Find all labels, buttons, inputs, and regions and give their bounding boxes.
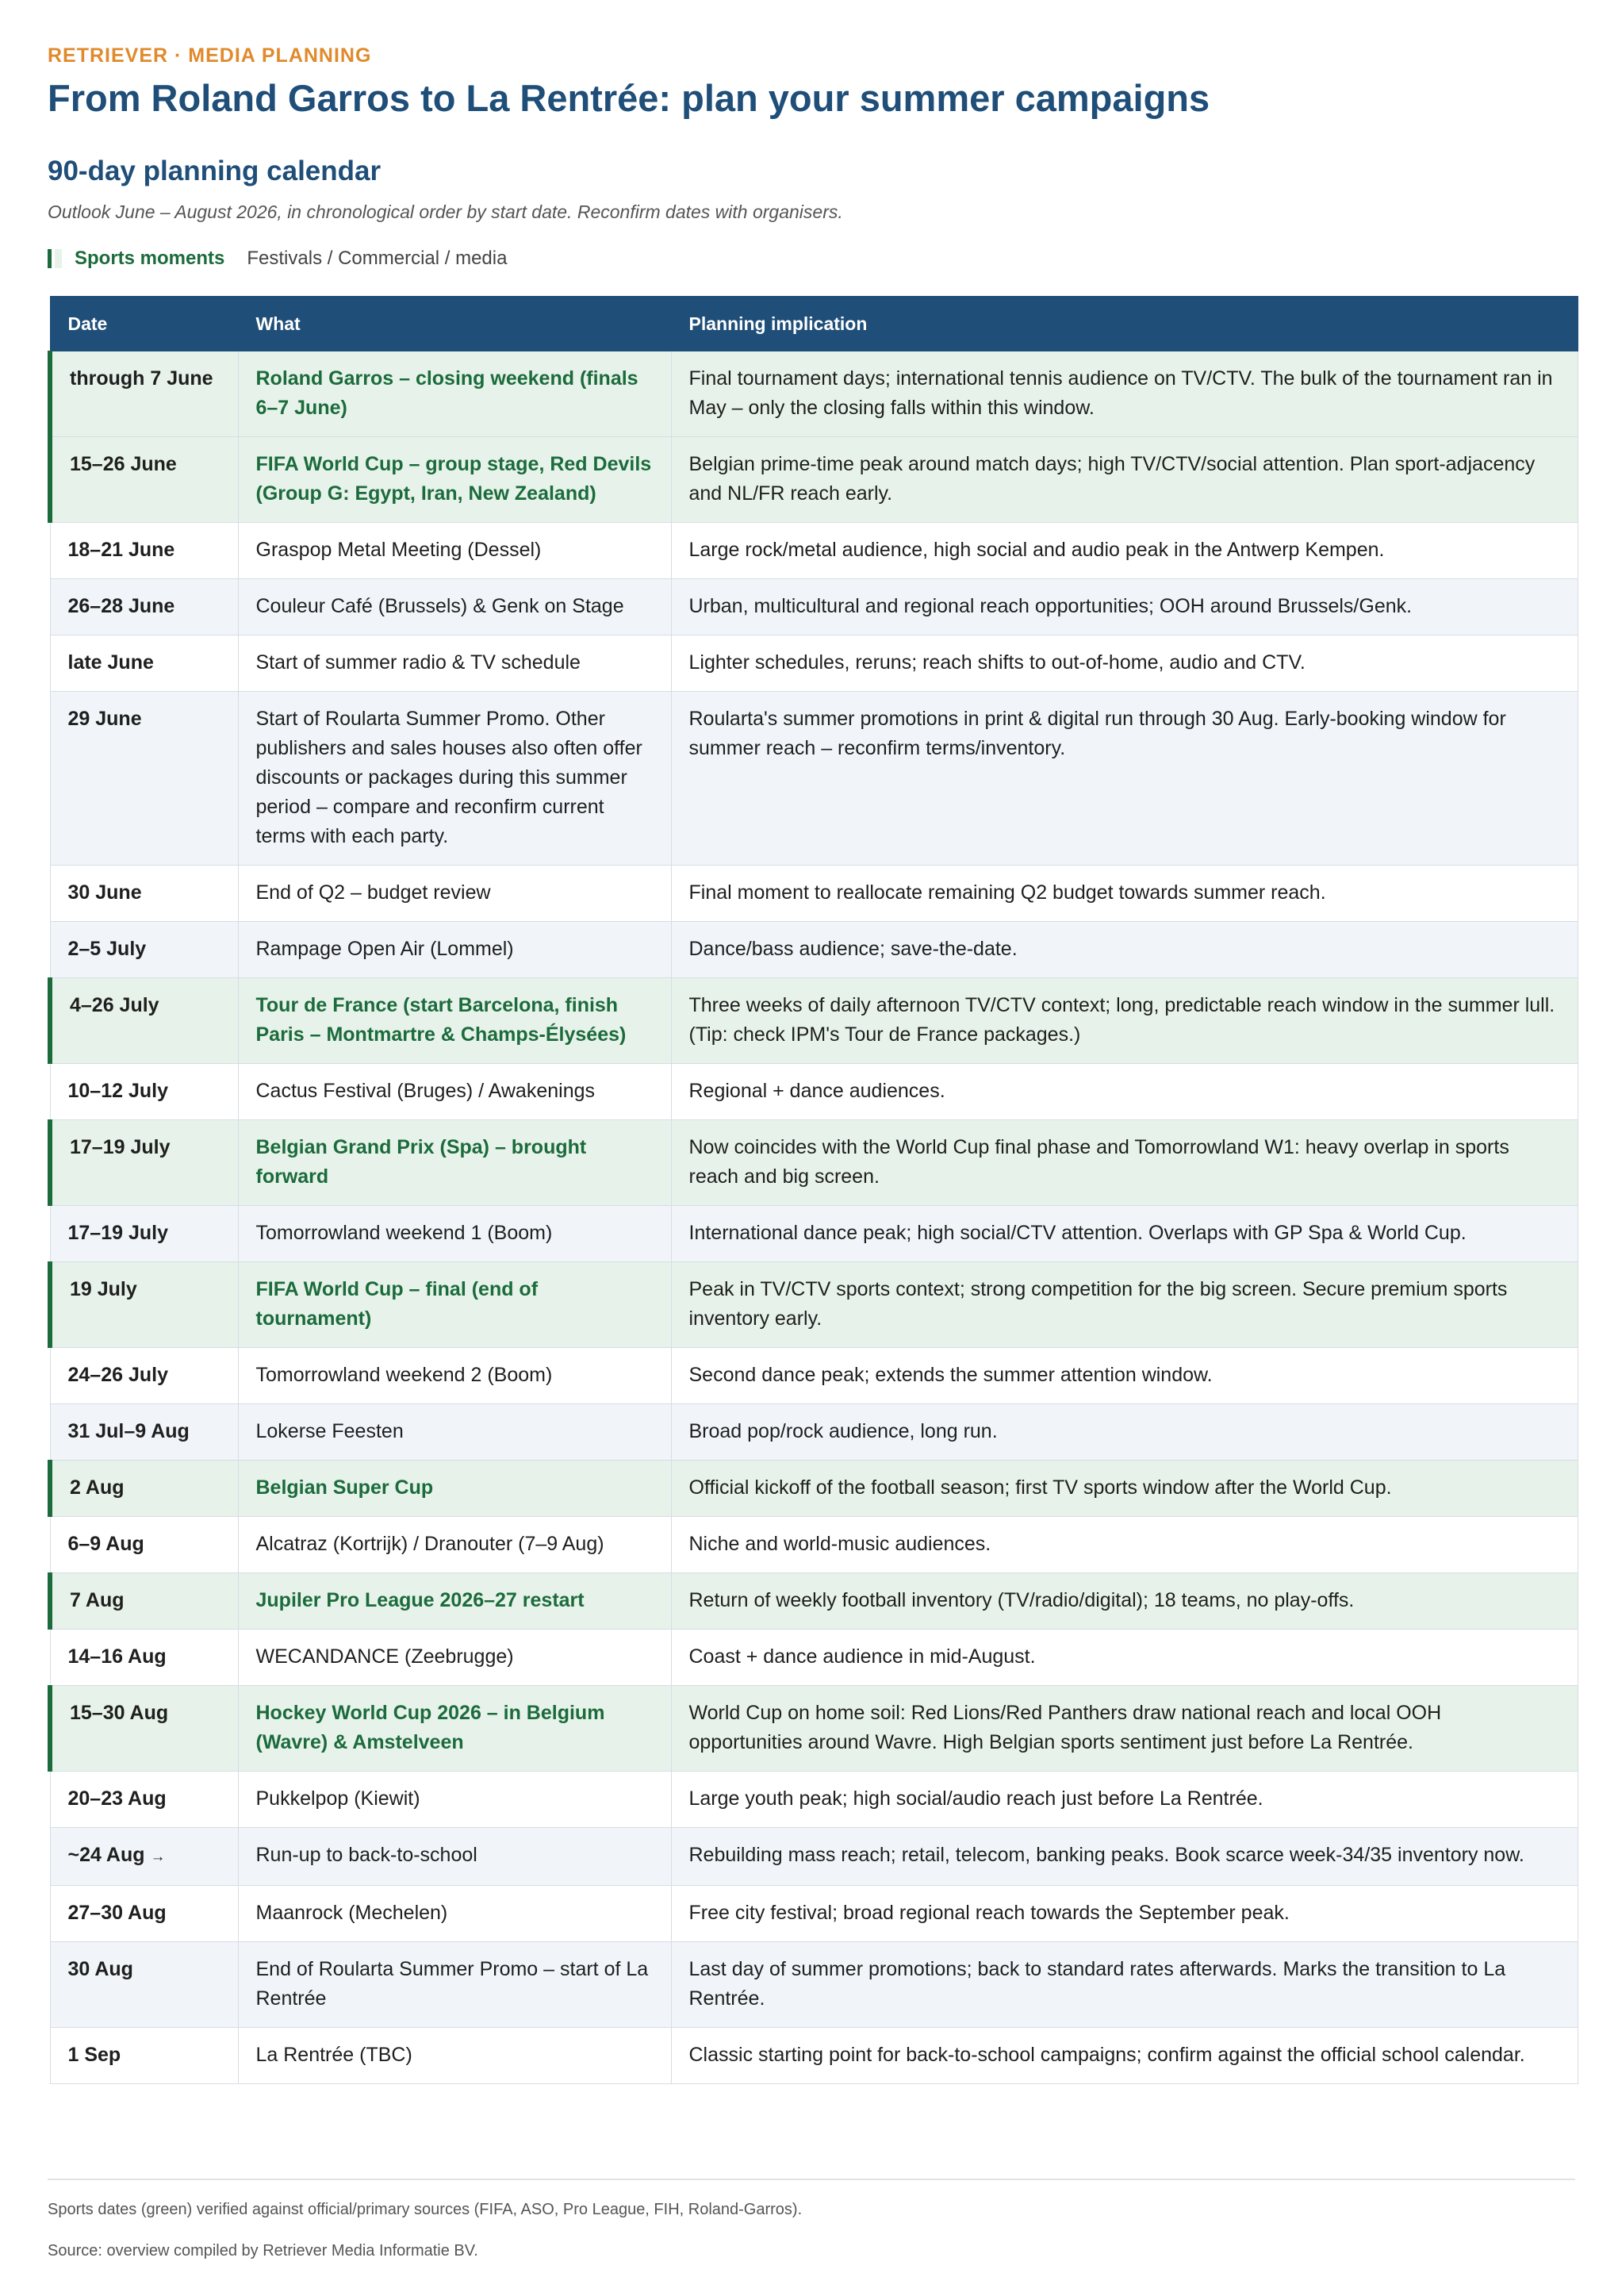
section-title: 90-day planning calendar xyxy=(48,155,381,186)
cell-date xyxy=(50,1404,238,1461)
cell-implication: Large rock/metal audience, high social and audio peak in the Antwerp Kempen. xyxy=(671,523,1578,579)
cell-date xyxy=(50,1573,238,1630)
cell-date xyxy=(50,351,238,437)
date-text: 2 Aug xyxy=(70,1476,125,1499)
cell-implication: Coast + dance audience in mid-August. xyxy=(671,1630,1578,1686)
table-row xyxy=(50,635,1578,692)
table-row-sport xyxy=(50,1461,1578,1517)
cell-what: Maanrock (Mechelen) xyxy=(238,1886,671,1942)
cell-implication: Final tournament days; international tennis audience on TV/CTV. The bulk of the tournament ran in May – only the closing falls within this window. xyxy=(671,351,1578,437)
table-row xyxy=(50,1348,1578,1404)
cell-what: Belgian Grand Prix (Spa) – brought forward xyxy=(238,1120,671,1206)
date-text: late June xyxy=(67,651,154,674)
cell-implication: Peak in TV/CTV sports context; strong competition for the big screen. Secure premium sports inventory early. xyxy=(671,1262,1578,1348)
table-row xyxy=(50,1404,1578,1461)
page-title: From Roland Garros to La Rentrée: plan your summer campaigns xyxy=(48,77,1210,119)
date-text: 7 Aug xyxy=(70,1589,125,1611)
table-row-sport xyxy=(50,978,1578,1064)
cell-implication: Return of weekly football inventory (TV/radio/digital); 18 teams, no play-offs. xyxy=(671,1573,1578,1630)
cell-what: Roland Garros – closing weekend (finals 6–7 June) xyxy=(238,351,671,437)
cell-implication: Belgian prime-time peak around match days; high TV/CTV/social attention. Plan sport-adjacency and NL/FR reach early. xyxy=(671,437,1578,523)
cell-date xyxy=(50,437,238,523)
cell-implication: Roularta's summer promotions in print & digital run through 30 Aug. Early-booking window for summer reach – reconfirm terms/inventory. xyxy=(671,692,1578,866)
cell-what: Jupiler Pro League 2026–27 restart xyxy=(238,1573,671,1630)
cell-date xyxy=(50,922,238,978)
cell-what: Belgian Super Cup xyxy=(238,1461,671,1517)
cell-implication: Dance/bass audience; save-the-date. xyxy=(671,922,1578,978)
cell-implication: Last day of summer promotions; back to standard rates afterwards. Marks the transition to La Rentrée. xyxy=(671,1942,1578,2028)
cell-implication: International dance peak; high social/CTV attention. Overlaps with GP Spa & World Cup. xyxy=(671,1206,1578,1262)
date-text: 14–16 Aug xyxy=(67,1645,167,1668)
cell-date xyxy=(50,1348,238,1404)
date-text: 20–23 Aug xyxy=(67,1787,167,1810)
date-text: 26–28 June xyxy=(67,595,175,617)
date-text: 19 July xyxy=(70,1278,137,1300)
cell-what: Lokerse Feesten xyxy=(238,1404,671,1461)
cell-what: Couleur Café (Brussels) & Genk on Stage xyxy=(238,579,671,635)
legend-sports-swatch xyxy=(48,249,52,268)
table-row-sport xyxy=(50,1262,1578,1348)
cell-implication: Final moment to reallocate remaining Q2 budget towards summer reach. xyxy=(671,866,1578,922)
cell-what: Alcatraz (Kortrijk) / Dranouter (7–9 Aug) xyxy=(238,1517,671,1573)
cell-what: Graspop Metal Meeting (Dessel) xyxy=(238,523,671,579)
column-header-date: Date xyxy=(50,297,238,351)
cell-date xyxy=(50,1686,238,1772)
cell-date xyxy=(50,1942,238,2028)
table-row xyxy=(50,1064,1578,1120)
cell-date xyxy=(50,2028,238,2084)
cell-what: FIFA World Cup – final (end of tournament) xyxy=(238,1262,671,1348)
cell-implication: Broad pop/rock audience, long run. xyxy=(671,1404,1578,1461)
cell-implication: Classic starting point for back-to-school campaigns; confirm against the official school calendar. xyxy=(671,2028,1578,2084)
cell-date xyxy=(50,1772,238,1828)
table-row xyxy=(50,692,1578,866)
date-text: through 7 June xyxy=(70,367,213,390)
eyebrow-label: RETRIEVER · MEDIA PLANNING xyxy=(48,44,372,67)
cell-date xyxy=(50,523,238,579)
date-text: 31 Jul–9 Aug xyxy=(67,1420,190,1442)
cell-what: Start of summer radio & TV schedule xyxy=(238,635,671,692)
date-text: 17–19 July xyxy=(70,1136,171,1158)
cell-implication: Free city festival; broad regional reach towards the September peak. xyxy=(671,1886,1578,1942)
date-text: 6–9 Aug xyxy=(67,1533,144,1555)
cell-what: Rampage Open Air (Lommel) xyxy=(238,922,671,978)
cell-implication: Large youth peak; high social/audio reach just before La Rentrée. xyxy=(671,1772,1578,1828)
date-text: 24–26 July xyxy=(67,1364,168,1386)
column-header-implication: Planning implication xyxy=(671,297,1578,351)
table-row xyxy=(50,1828,1578,1886)
cell-what: Cactus Festival (Bruges) / Awakenings xyxy=(238,1064,671,1120)
date-text: 15–26 June xyxy=(70,453,177,475)
cell-date xyxy=(50,1120,238,1206)
cell-date xyxy=(50,1886,238,1942)
cell-date xyxy=(50,1262,238,1348)
cell-date xyxy=(50,579,238,635)
footer-note: Sports dates (green) verified against official/primary sources (FIFA, ASO, Pro League, FIH, Roland-Garros). xyxy=(48,2201,803,2218)
legend xyxy=(48,247,507,271)
intro-text: Outlook June – August 2026, in chronological order by start date. Reconfirm dates with organisers. xyxy=(48,202,843,222)
cell-what: La Rentrée (TBC) xyxy=(238,2028,671,2084)
planning-calendar-table xyxy=(48,296,1578,2084)
cell-what: Tomorrowland weekend 2 (Boom) xyxy=(238,1348,671,1404)
cell-implication: Second dance peak; extends the summer attention window. xyxy=(671,1348,1578,1404)
date-text: 18–21 June xyxy=(67,539,175,561)
date-text: 30 June xyxy=(67,881,142,904)
table-row xyxy=(50,523,1578,579)
table-row-sport xyxy=(50,1573,1578,1630)
table-row xyxy=(50,2028,1578,2084)
cell-date xyxy=(50,692,238,866)
cell-what: Hockey World Cup 2026 – in Belgium (Wavre) & Amstelveen xyxy=(238,1686,671,1772)
date-text: 10–12 July xyxy=(67,1080,168,1102)
cell-implication: Three weeks of daily afternoon TV/CTV context; long, predictable reach window in the summer lull. (Tip: check IPM's Tour de France packages.) xyxy=(671,978,1578,1064)
cell-what: FIFA World Cup – group stage, Red Devils (Group G: Egypt, Iran, New Zealand) xyxy=(238,437,671,523)
table-row xyxy=(50,1772,1578,1828)
cell-implication: Regional + dance audiences. xyxy=(671,1064,1578,1120)
date-text: 1 Sep xyxy=(67,2044,121,2066)
cell-implication: Rebuilding mass reach; retail, telecom, banking peaks. Book scarce week-34/35 inventory now. xyxy=(671,1828,1578,1886)
date-text: 2–5 July xyxy=(67,938,147,960)
table-row xyxy=(50,1517,1578,1573)
cell-date xyxy=(50,1828,238,1886)
column-header-what: What xyxy=(238,297,671,351)
legend-sports-swatch-fill xyxy=(55,249,62,268)
cell-implication: Official kickoff of the football season; first TV sports window after the World Cup. xyxy=(671,1461,1578,1517)
footer-divider xyxy=(48,2179,1575,2180)
date-text: 27–30 Aug xyxy=(67,1902,167,1924)
table-row-sport xyxy=(50,351,1578,437)
table-header-row xyxy=(50,297,1578,351)
cell-what: End of Q2 – budget review xyxy=(238,866,671,922)
cell-date xyxy=(50,1064,238,1120)
table-row xyxy=(50,1206,1578,1262)
cell-what: Tour de France (start Barcelona, finish Paris – Montmartre & Champs-Élysées) xyxy=(238,978,671,1064)
table-row xyxy=(50,1886,1578,1942)
table-row xyxy=(50,579,1578,635)
date-text: ~24 Aug xyxy=(67,1844,145,1866)
table-row xyxy=(50,866,1578,922)
cell-date xyxy=(50,635,238,692)
cell-date xyxy=(50,1630,238,1686)
cell-what: End of Roularta Summer Promo – start of La Rentrée xyxy=(238,1942,671,2028)
cell-date xyxy=(50,1461,238,1517)
cell-date xyxy=(50,866,238,922)
cell-what: Run-up to back-to-school xyxy=(238,1828,671,1886)
table-row xyxy=(50,1942,1578,2028)
cell-implication: Lighter schedules, reruns; reach shifts to out-of-home, audio and CTV. xyxy=(671,635,1578,692)
arrow-right-icon: → xyxy=(150,1849,166,1865)
date-text: 17–19 July xyxy=(67,1222,168,1244)
cell-date xyxy=(50,1206,238,1262)
cell-implication: Urban, multicultural and regional reach opportunities; OOH around Brussels/Genk. xyxy=(671,579,1578,635)
date-text: 30 Aug xyxy=(67,1958,133,1980)
table-row xyxy=(50,922,1578,978)
cell-implication: Now coincides with the World Cup final phase and Tomorrowland W1: heavy overlap in sports reach and big screen. xyxy=(671,1120,1578,1206)
date-text: 4–26 July xyxy=(70,994,159,1016)
date-text: 29 June xyxy=(67,708,142,730)
date-text: 15–30 Aug xyxy=(70,1702,169,1724)
table-row-sport xyxy=(50,1120,1578,1206)
legend-sports-label: Sports moments xyxy=(75,248,225,269)
table-body xyxy=(50,351,1578,2084)
cell-what: Tomorrowland weekend 1 (Boom) xyxy=(238,1206,671,1262)
legend-other-label: Festivals / Commercial / media xyxy=(247,248,508,269)
footer-source: Source: overview compiled by Retriever Media Informatie BV. xyxy=(48,2242,478,2260)
cell-what: WECANDANCE (Zeebrugge) xyxy=(238,1630,671,1686)
cell-what: Start of Roularta Summer Promo. Other publishers and sales houses also often offer discounts or packages during this summer period – compare and reconfirm current terms with each party. xyxy=(238,692,671,866)
table-row-sport xyxy=(50,1686,1578,1772)
cell-date xyxy=(50,1517,238,1573)
cell-date xyxy=(50,978,238,1064)
cell-what: Pukkelpop (Kiewit) xyxy=(238,1772,671,1828)
cell-implication: Niche and world-music audiences. xyxy=(671,1517,1578,1573)
cell-implication: World Cup on home soil: Red Lions/Red Panthers draw national reach and local OOH opportunities around Wavre. High Belgian sports sentiment just before La Rentrée. xyxy=(671,1686,1578,1772)
table-row-sport xyxy=(50,437,1578,523)
table-row xyxy=(50,1630,1578,1686)
